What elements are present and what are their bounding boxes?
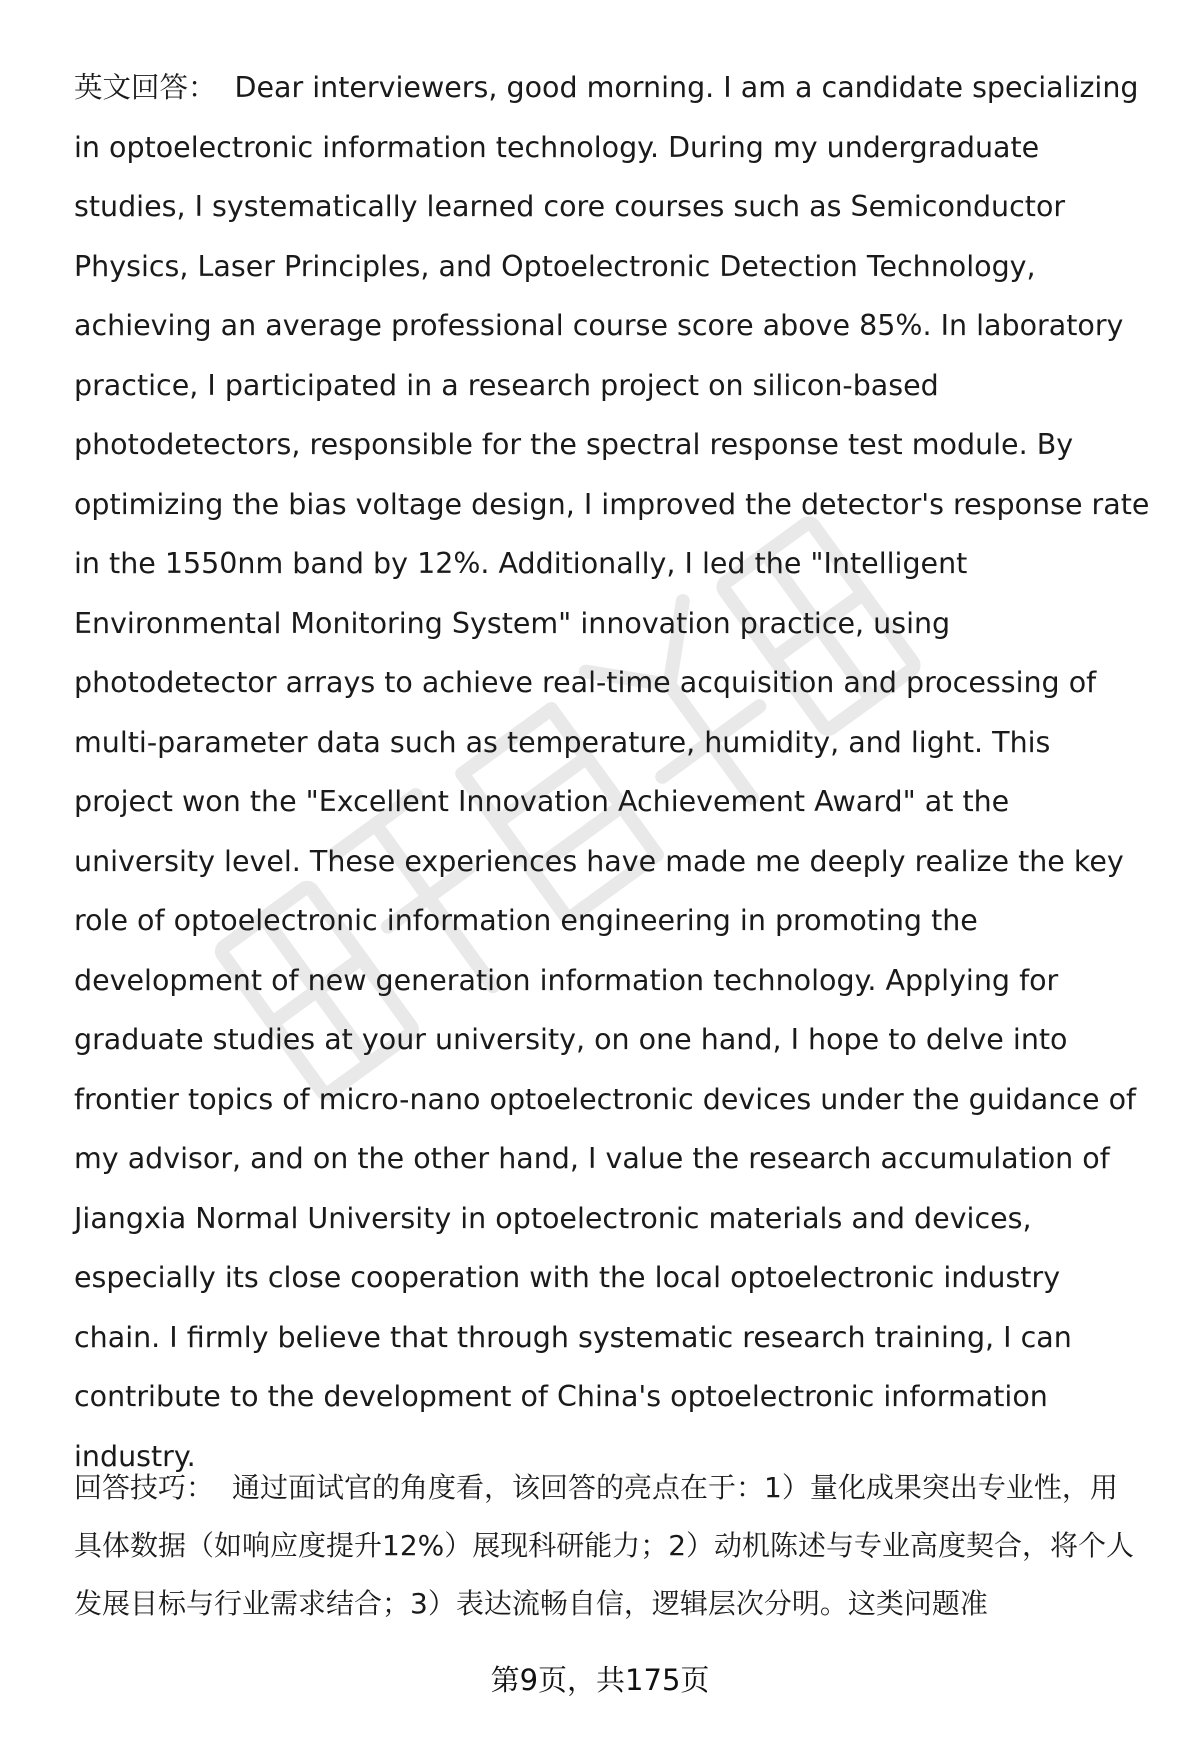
answer-tips-paragraph <box>74 1459 1144 1633</box>
page-number-footer: 第9页，共175页 <box>490 1663 710 1697</box>
answer-tips-section <box>74 1459 1144 1633</box>
english-answer-label: 英文回答： <box>74 71 217 104</box>
english-answer-paragraph <box>74 58 1154 1486</box>
english-answer-text: Dear interviewers, good morning. I am a candidate specializing in optoelectronic information technology. During my undergraduate studies, I systematically learned core courses such as Semiconductor Physics, Laser Principles, and Optoelectronic Detection Technology, achieving an average professional course score above 85%. In laboratory practice, I participated in a research project on silicon-based photodetectors, responsible for the spectral response test module. By optimizing the bias voltage design, I improved the detector's response rate in the 1550nm band by 12%. Additionally, I led the "Intelligent Environmental Monitoring System" innovation practice, using photodetector arrays to achieve real-time acquisition and processing of multi-parameter data such as temperature, humidity, and light. This project won the "Excellent Innovation Achievement Award" at the university level. These experiences have made me deeply realize the key role of optoelectronic information engineering in promoting the development of new generation information technology. Applying for graduate studies at your university, on one hand, I hope to delve into frontier topics of micro-nano optoelectronic devices under the guidance of my advisor, and on the other hand, I value the research accumulation of Jiangxia Normal University in optoelectronic materials and devices, especially its close cooperation with the local optoelectronic industry chain. I firmly believe that through systematic research training, I can contribute to the development of China's optoelectronic information industry. <box>74 71 1150 1473</box>
answer-tips-text: 通过面试官的角度看，该回答的亮点在于：1）量化成果突出专业性，用具体数据（如响应度提升12%）展现科研能力；2）动机陈述与专业高度契合，将个人发展目标与行业需求结合；3）表达流畅自信，逻辑层次分明。这类问题准 <box>74 1471 1135 1620</box>
answer-tips-label: 回答技巧： <box>74 1471 215 1504</box>
english-answer-section <box>74 58 1154 1486</box>
